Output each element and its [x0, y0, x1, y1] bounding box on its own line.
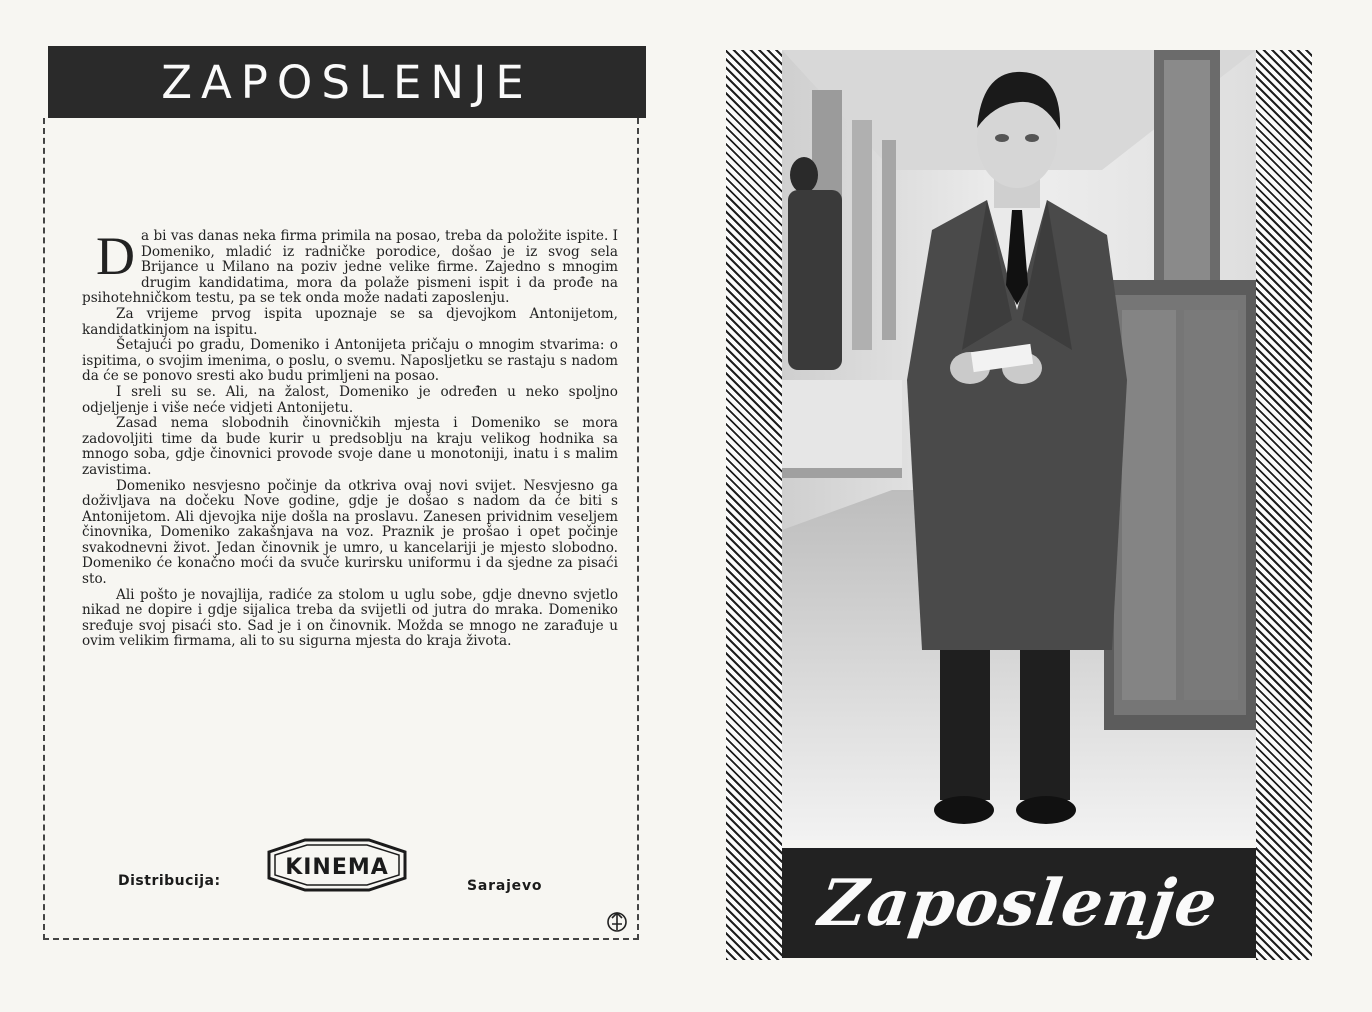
kinema-logo-text: KINEMA	[285, 855, 389, 880]
paragraph-3: Šetajući po gradu, Domeniko i Antonijeta pričaju o mnogim stvarima: o ispitima, o svojim imenima, o poslu, o svemu. Naposljetku se rastaju s nadom da će se ponovo sresti ako budu primljeni na posao.	[82, 337, 618, 385]
paragraph-7: Ali pošto je novajlija, radiće za stolom u uglu sobe, gdje dnevno svjetlo nikad ne dopire i gdje sijalica treba da svijetli od jutra do mraka. Domeniko sređuje svoj pisaći sto. Sad je i on činovnik. Možda se mnogo ne zarađuje u ovim velikim firmama, ali to su sigurna mjesta do kraja života.	[82, 586, 618, 650]
distribution-label: Distribucija:	[118, 873, 221, 889]
city-label: Sarajevo	[467, 878, 543, 894]
hatched-border-right	[1256, 50, 1312, 960]
paragraph-2: Za vrijeme prvog ispita upoznaje se sa djevojkom Antonijetom, kandidatkinjom na ispitu.	[82, 305, 618, 338]
paragraph-6: Domeniko nesvjesno počinje da otkriva ovaj novi svijet. Nesvjesno ga doživljava na dočeku Nove godine, gdje je došao s nadom da će biti s Antonijetom. Ali djevojka nije došla na proslavu. Zanesen prividnim veseljem činovnika, Domeniko zakašnjava na voz. Praznik je prošao i opet počinje svakodnevni život. Jedan činovnik je umro, u kancelariji je mjesto slobodno. Domeniko će konačno moći da svuče kurirsku uniformu i da sjedne za pisaći sto.	[82, 477, 618, 588]
paragraph-1: Da bi vas danas neka firma primila na posao, treba da položite ispite. I Domeniko, mladić iz radničke porodice, došao je iz svog sela Brijance u Milano na poziv jedne velike firme. Zajedno s mnogim drugim kandidatima, mora da polaže pismeni ispit i da prođe na psihotehničkom testu, pa se tek onda može nadati zaposlenju.	[82, 226, 618, 307]
page-title: ZAPOSLENJE	[161, 55, 533, 109]
kinema-logo	[259, 834, 415, 894]
hatched-border-left	[726, 50, 782, 960]
paragraph-5: Zasad nema slobodnih činovničkih mjesta i Domeniko se mora zadovoljiti time da bude kurir u predsoblju na kraju velikog hodnika sa mnogo soba, gdje činovnici provode svoje dane u monotoniji, inatu i s malim zavistima.	[82, 415, 618, 478]
film-still-photo	[782, 50, 1256, 840]
header-title-bar	[48, 46, 646, 118]
paragraph-4: I sreli su se. Ali, na žalost, Domeniko je određen u neko spoljno odjeljenje i više neće vidjeti Antonijetu.	[82, 383, 618, 416]
printer-mark-icon	[604, 908, 630, 934]
drop-cap: D	[96, 226, 135, 286]
poster-title-bar	[782, 848, 1256, 958]
poster-title: Zaposlenje	[815, 865, 1223, 941]
synopsis-text	[82, 226, 618, 650]
